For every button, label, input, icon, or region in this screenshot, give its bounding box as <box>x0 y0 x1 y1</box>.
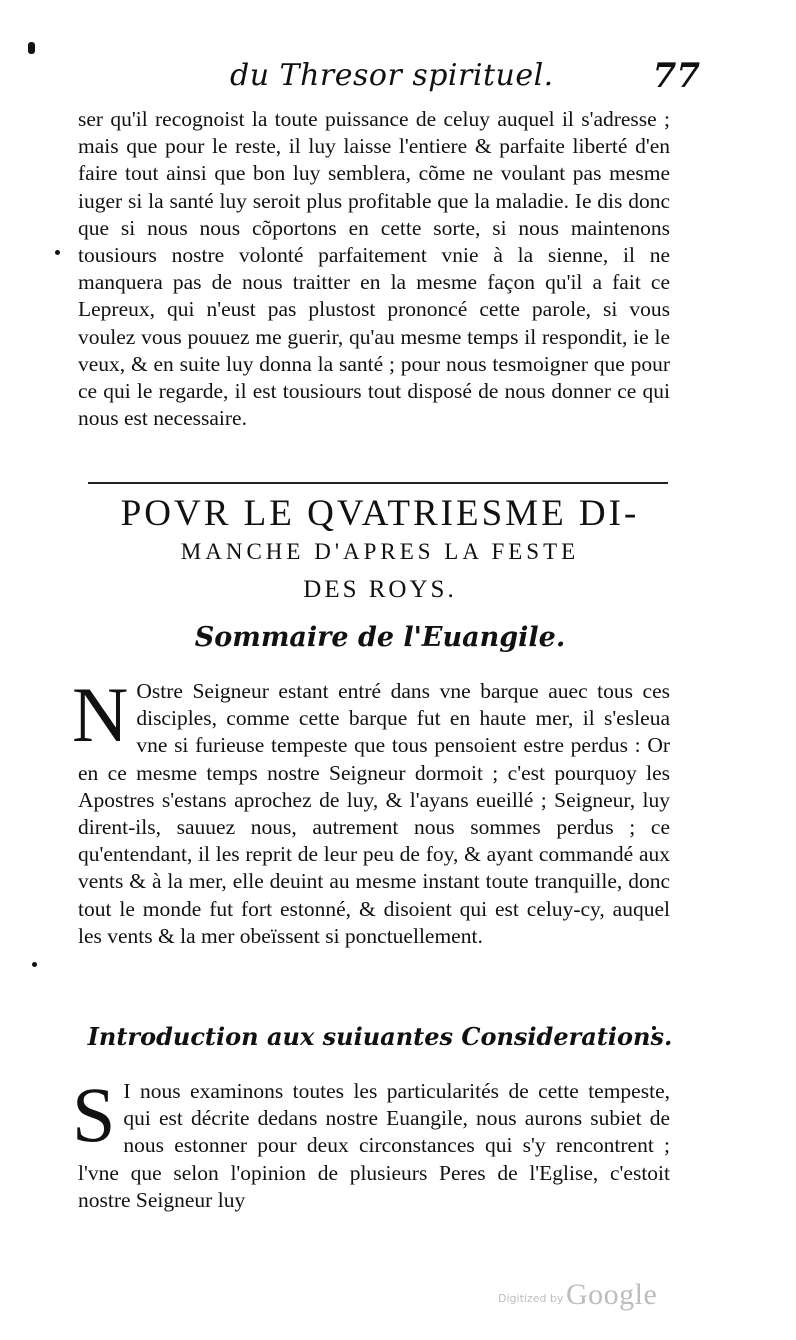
digitized-by-label: Digitized by <box>498 1292 564 1305</box>
page-number: 77 <box>652 56 700 96</box>
section-divider <box>88 482 668 484</box>
summary-heading: Sommaire de l'Euangile. <box>194 622 566 653</box>
margin-mark <box>32 962 37 967</box>
digitized-watermark <box>498 1278 698 1318</box>
margin-mark <box>28 42 35 54</box>
summary-paragraph <box>72 671 670 950</box>
introduction-paragraph <box>72 1071 670 1214</box>
google-logo: Google <box>566 1278 658 1311</box>
drop-cap: N <box>72 671 129 758</box>
section-title-line-2: MANCHE D'APRES LA FESTE <box>180 539 580 564</box>
paragraph-continuation: ser qu'il recognoist la toute puissance de celuy auquel il s'adresse ; mais que pour le reste, il luy laisse l'entiere & parfaite liberté d'en faire tout ainsi que bon luy semblera, cõme ne voulant pas mesme iuger si la santé luy seroit plus profitable que la maladie. Ie dis donc que si nous nous cõportons en cette sorte, si nous maintenons tousiours nostre volonté parfaitement vnie à la sienne, il ne manquera pas de nous traitter en la mesme façon qu'il a fait ce Lepreux, qui n'eust pas plustost prononcé cette parole, si vous voulez vous pouuez me guerir, qu'au mesme temps il respondit, ie le veux, & en suite luy donna la santé ; pour nous tesmoigner que pour ce qui le regarde, il est tousiours tout disposé de nous donner ce qui nous est necessaire. <box>78 107 670 431</box>
running-title: du Thresor spirituel. <box>230 58 554 93</box>
running-header <box>230 58 700 102</box>
introduction-heading: Introduction aux suiuantes Considerations. <box>87 1022 673 1051</box>
summary-text: Ostre Seigneur estant entré dans vne barque auec tous ces disciples, comme cette barque fut en haute mer, il s'esleua vne si furieuse tempeste que tous pensoient estre perdus : Or en ce mesme temps nostre Seigneur dormoit ; c'est pourquoy les Apostres s'estans aprochez de luy, & l'ayans eueillé ; Seigneur, luy dirent-ils, sauuez nous, autrement nous sommes perdus ; ce qu'entendant, il les reprit de leur peu de foy, & ayant commandé aux vents & à la mer, elle deuint au mesme instant toute tranquille, donc tout le monde fut fort estonné, & disoient qui est celuy-cy, auquel les vents & la mer obeïssent si ponctuellement. <box>78 679 670 948</box>
drop-cap: S <box>72 1071 116 1158</box>
section-title-line-1: POVR LE QVATRIESME DI- <box>120 493 640 534</box>
margin-mark <box>55 250 60 255</box>
section-title-line-3: DES ROYS. <box>303 576 457 603</box>
introduction-text: I nous examinons toutes les particularités de cette tempeste, qui est décrite dedans nostre Euangile, nous aurons subiet de nous estonner pour deux circonstances qui s'y rencontrent ; l'vne que selon l'opinion de plusieurs Peres de l'Eglise, c'estoit nostre Seigneur luy <box>78 1079 670 1212</box>
